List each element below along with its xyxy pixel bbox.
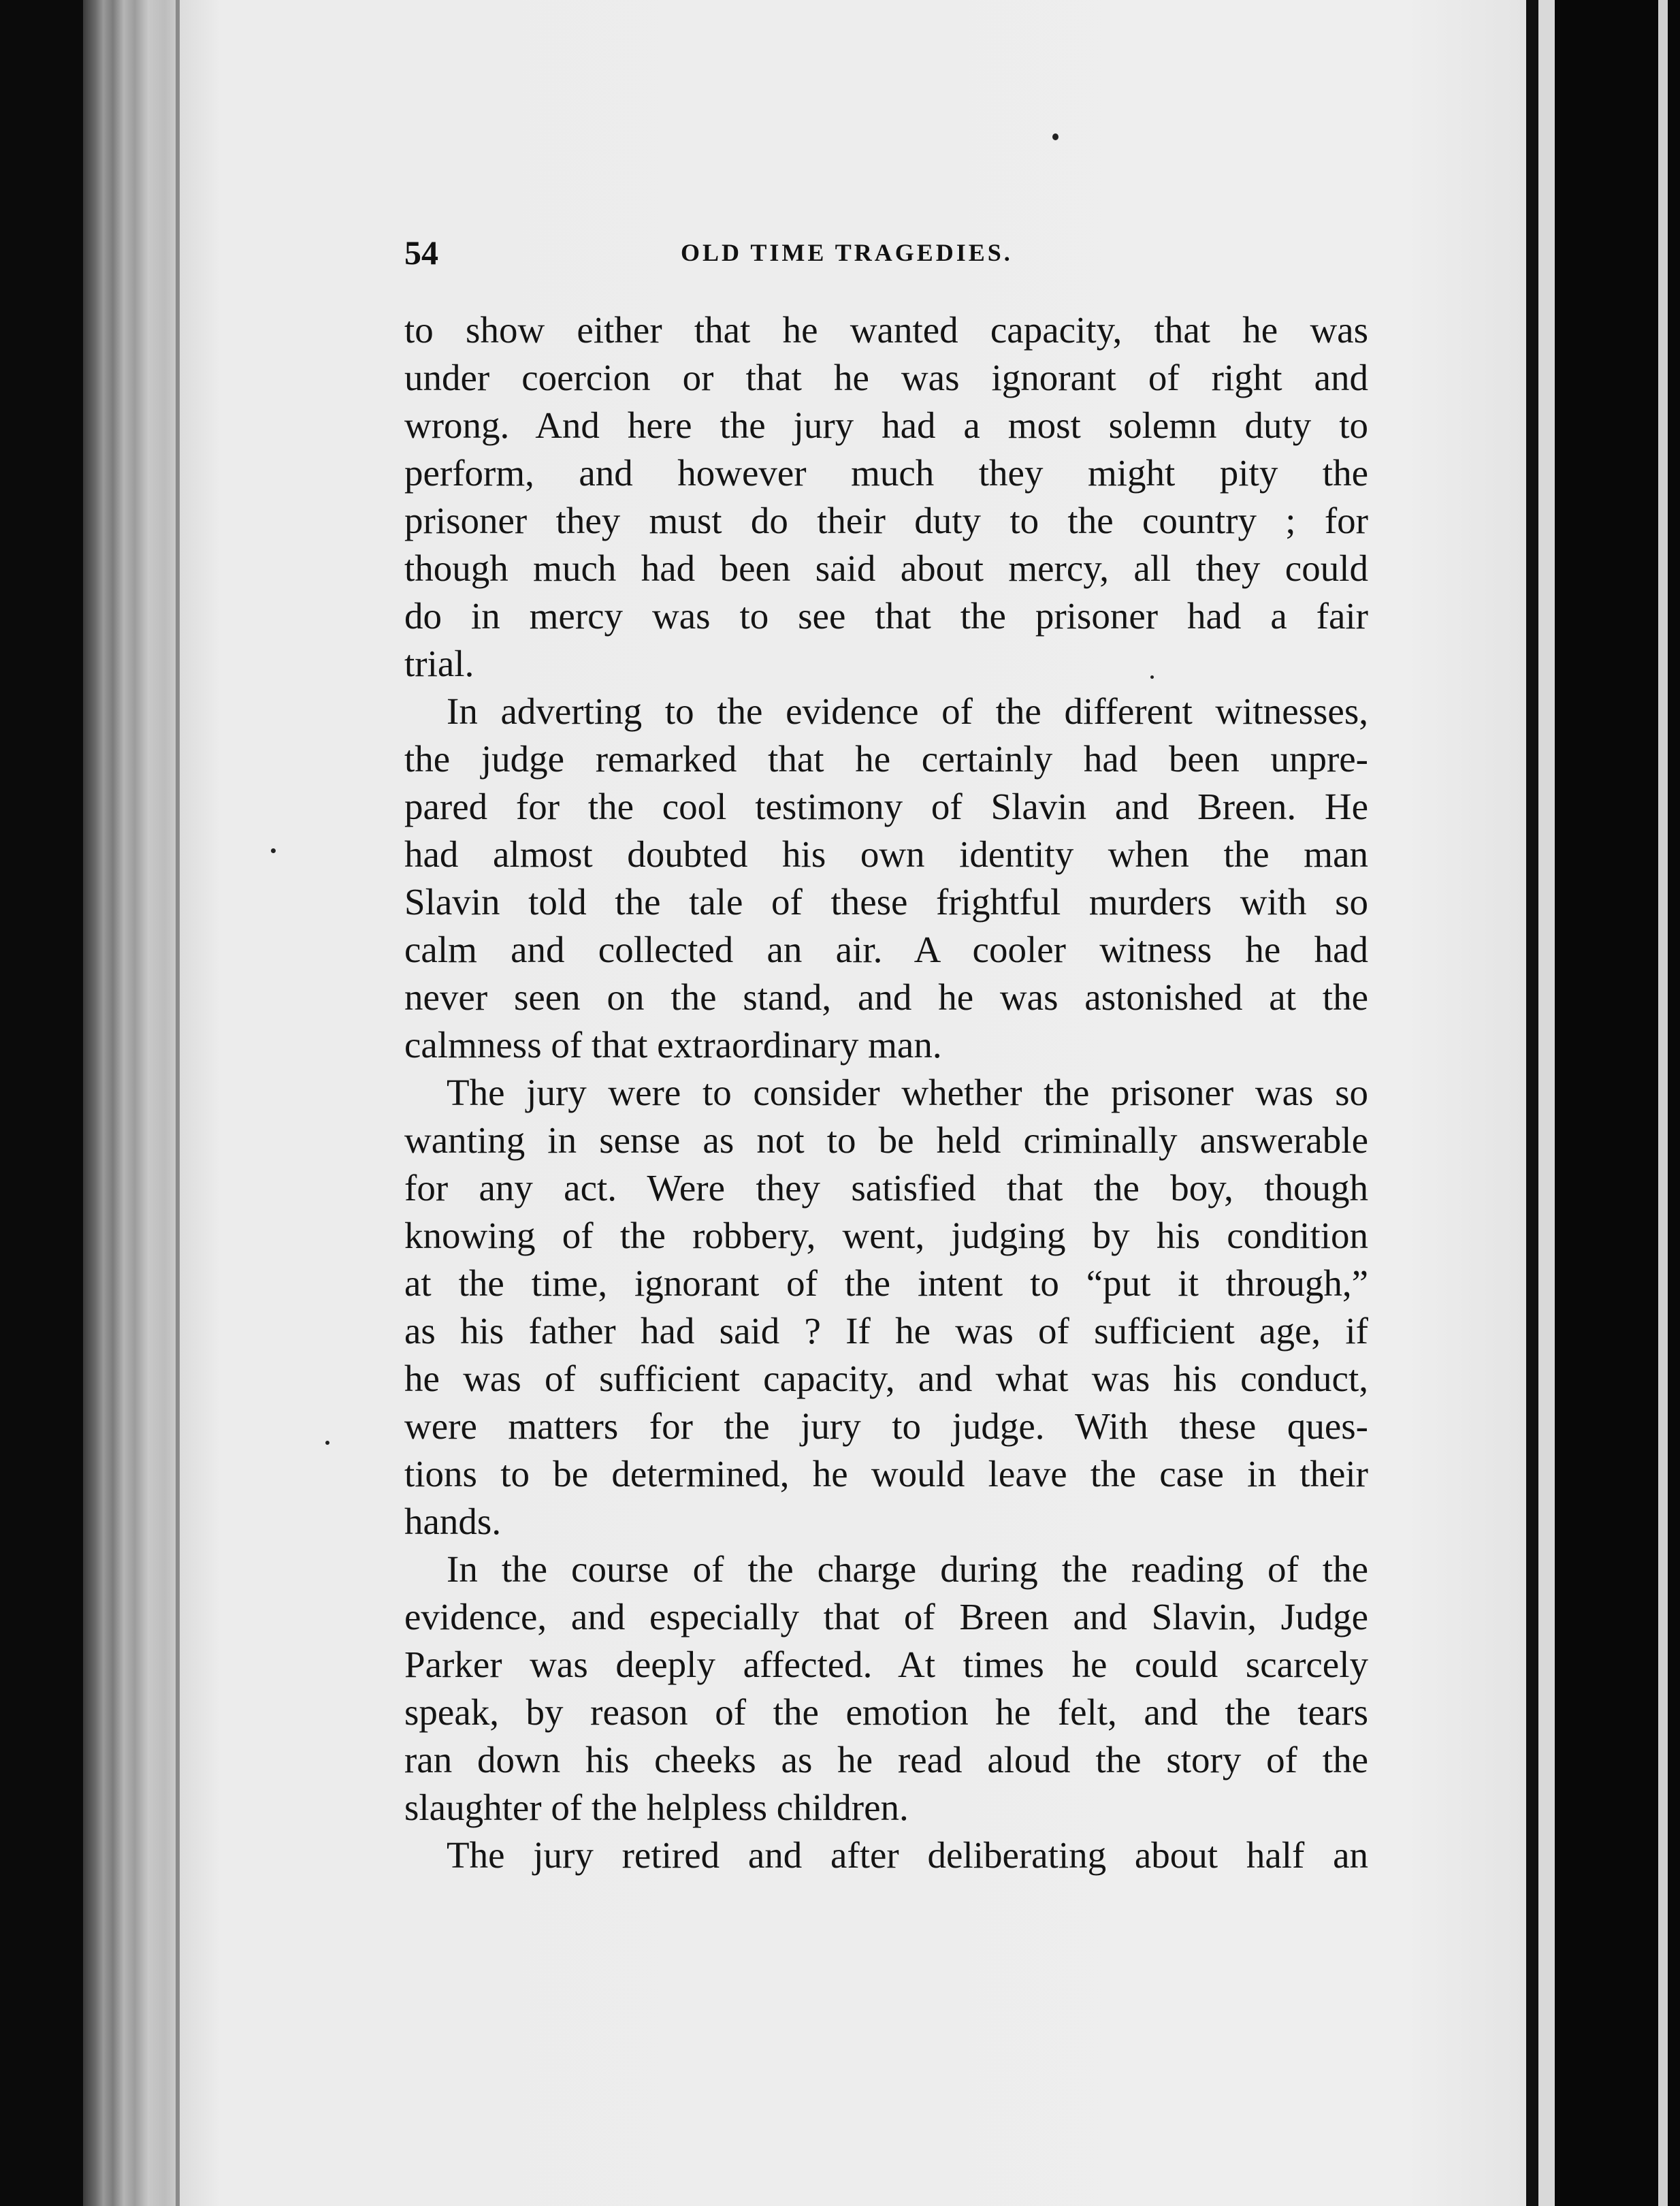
gutter-shadow bbox=[1526, 0, 1538, 2206]
text-line: prisoner they must do their duty to the country ; for bbox=[404, 500, 1368, 541]
text-line: do in mercy was to see that the prisoner had a fair bbox=[404, 595, 1368, 637]
text-line: ran down his cheeks as he read aloud the story of the bbox=[404, 1739, 1368, 1780]
text-line: though much had been said about mercy, all they could bbox=[404, 547, 1368, 589]
text-line: never seen on the stand, and he was astonished at the bbox=[404, 976, 1368, 1018]
dust-speck bbox=[271, 848, 276, 853]
scanner-edge-bar bbox=[1658, 0, 1668, 2206]
text-line: calmness of that extraordinary man. bbox=[404, 1024, 942, 1066]
text-line: wanting in sense as not to be held criminally answerable bbox=[404, 1119, 1368, 1161]
dust-speck bbox=[325, 1441, 329, 1445]
text-line: he was of sufficient capacity, and what was his conduct, bbox=[404, 1358, 1368, 1399]
text-line: pared for the cool testimony of Slavin and Breen. He bbox=[404, 786, 1368, 827]
text-line: Slavin told the tale of these frightful murders with so bbox=[404, 881, 1368, 923]
text-line: calm and collected an air. A cooler witness he had bbox=[404, 929, 1368, 970]
dust-speck bbox=[1052, 133, 1059, 140]
text-line: under coercion or that he was ignorant of right and bbox=[404, 357, 1368, 398]
text-line: to show either that he wanted capacity, that he was bbox=[404, 309, 1368, 351]
text-line: In the course of the charge during the reading of the bbox=[447, 1548, 1368, 1590]
text-line: wrong. And here the jury had a most solemn duty to bbox=[404, 404, 1368, 446]
text-line: The jury were to consider whether the prisoner was so bbox=[447, 1072, 1368, 1113]
facing-page-sliver bbox=[1538, 0, 1555, 2206]
text-line: had almost doubted his own identity when the man bbox=[404, 833, 1368, 875]
text-line: at the time, ignorant of the intent to “put it through,” bbox=[404, 1262, 1368, 1304]
text-line: tions to be determined, he would leave the case in their bbox=[404, 1453, 1368, 1494]
text-line: as his father had said ? If he was of sufficient age, if bbox=[404, 1310, 1368, 1352]
text-line: perform, and however much they might pity the bbox=[404, 452, 1368, 494]
text-line: were matters for the jury to judge. With these ques- bbox=[404, 1405, 1368, 1447]
text-line: The jury retired and after deliberating about half an bbox=[447, 1834, 1368, 1876]
scanner-border-left bbox=[0, 0, 83, 2206]
running-head: OLD TIME TRAGEDIES. bbox=[681, 239, 1013, 266]
text-line: trial. bbox=[404, 643, 474, 684]
text-line: for any act. Were they satisfied that the boy, though bbox=[404, 1167, 1368, 1209]
text-line: Parker was deeply affected. At times he could scarcely bbox=[404, 1644, 1368, 1685]
text-line: evidence, and especially that of Breen and Slavin, Judge bbox=[404, 1596, 1368, 1637]
text-line: the judge remarked that he certainly had been unpre- bbox=[404, 738, 1368, 780]
text-line: slaughter of the helpless children. bbox=[404, 1787, 909, 1828]
text-line: speak, by reason of the emotion he felt, and the tears bbox=[404, 1691, 1368, 1733]
body-text bbox=[404, 306, 1368, 1879]
page-number: 54 bbox=[404, 234, 438, 272]
text-line: hands. bbox=[404, 1501, 502, 1542]
text-line: knowing of the robbery, went, judging by his condition bbox=[404, 1215, 1368, 1256]
page-edge-stack bbox=[83, 0, 184, 2206]
text-line: In adverting to the evidence of the different witnesses, bbox=[447, 690, 1368, 732]
